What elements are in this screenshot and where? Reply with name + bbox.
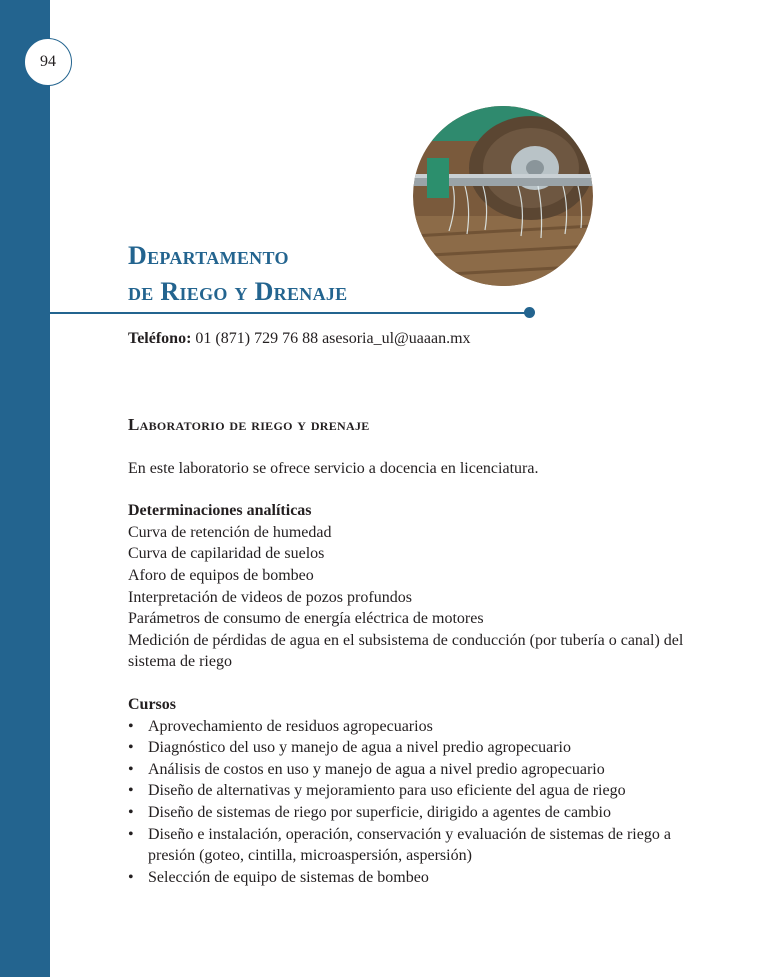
list-item: • Análisis de costos en uso y manejo de agua a nivel predio agropecuario — [128, 759, 688, 781]
list-item: Interpretación de videos de pozos profundos — [128, 588, 412, 606]
page-title — [128, 238, 347, 310]
list-item: Curva de retención de humedad — [128, 523, 332, 541]
courses-heading: Cursos — [128, 695, 177, 713]
main-content — [128, 414, 688, 888]
list-item: Parámetros de consumo de energía eléctrica de motores — [128, 610, 484, 628]
sidebar-band — [0, 0, 50, 977]
list-item: • Diseño de alternativas y mejoramiento para uso eficiente del agua de riego — [128, 780, 688, 802]
list-item: • Diagnóstico del uso y manejo de agua a nivel predio agropecuario — [128, 737, 688, 759]
title-line-2: de Riego y Drenaje — [128, 277, 348, 306]
title-divider — [50, 312, 530, 314]
list-item: • Diseño de sistemas de riego por superficie, dirigido a agentes de cambio — [128, 802, 688, 824]
email-address[interactable]: asesoria_ul@uaaan.mx — [322, 330, 471, 347]
divider-dot — [524, 307, 535, 318]
irrigation-photo — [413, 106, 593, 286]
phone-number: 01 (871) 729 76 88 — [195, 330, 319, 347]
page-number: 94 — [40, 53, 56, 70]
lab-title: Laboratorio de riego y drenaje — [128, 415, 370, 434]
page-number-badge — [24, 38, 72, 86]
irrigation-equipment-photo-icon — [413, 106, 593, 286]
phone-label: Teléfono: — [128, 330, 192, 347]
determinations-list — [128, 522, 688, 673]
list-item: Aforo de equipos de bombeo — [128, 566, 314, 584]
courses-list — [128, 716, 688, 889]
lab-intro: En este laboratorio se ofrece servicio a docencia en licenciatura. — [128, 459, 539, 477]
list-item: • Diseño e instalación, operación, conservación y evaluación de sistemas de riego a presión (goteo, cintilla, microaspersión, aspersión) — [128, 824, 688, 867]
list-item: Medición de pérdidas de agua en el subsistema de conducción (por tubería o canal) del sistema de riego — [128, 631, 684, 671]
list-item: • Selección de equipo de sistemas de bombeo — [128, 867, 688, 889]
determinations-heading: Determinaciones analíticas — [128, 502, 312, 520]
list-item: Curva de capilaridad de suelos — [128, 545, 325, 563]
title-line-1: Departamento — [128, 241, 289, 270]
contact-info — [128, 329, 471, 349]
list-item: • Aprovechamiento de residuos agropecuarios — [128, 716, 688, 738]
